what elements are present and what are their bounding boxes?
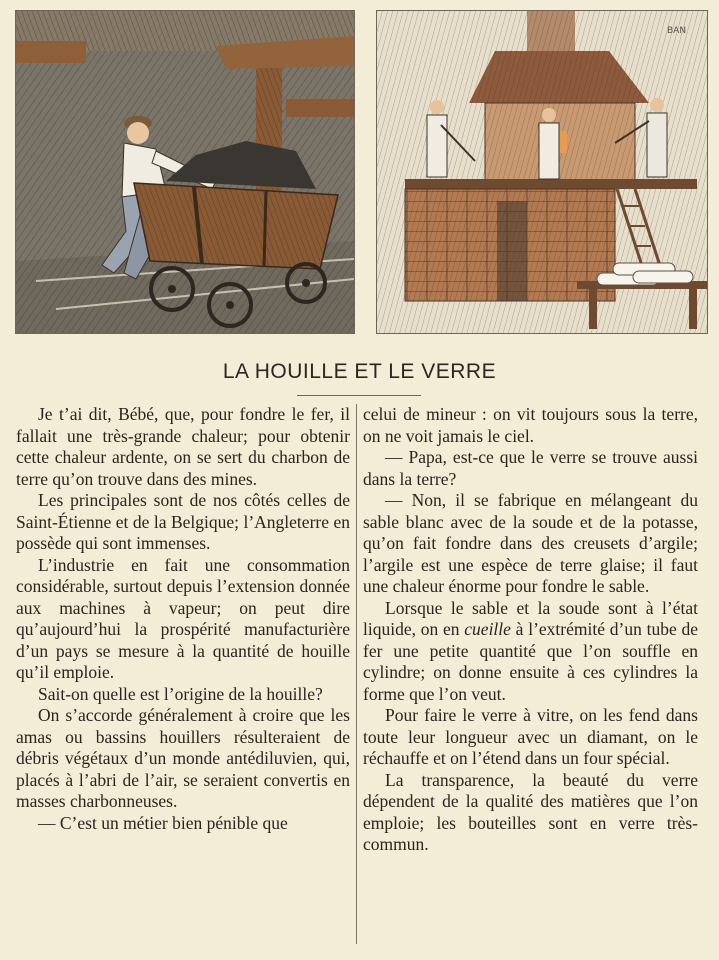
paragraph: On s’accorde généralement à croire que les amas ou bassins houillers résulteraient de débris végétaux d’un monde antédiluvien, qui, placés à l’abri de l’air, se seraient convertis en masses charbonneuses. — [16, 705, 350, 811]
paragraph: — Non, il se fabrique en mélangeant du sable blanc avec de la soude et de la potasse, qu’on fait fondre dans des creusets d’argile; l’argile est une espèce de terre glaise; il faut une chaleur énorme pour fondre le sable. — [363, 490, 698, 596]
paragraph: Je t’ai dit, Bébé, que, pour fondre le fer, il fallait une très-grande chaleur; pour obtenir cette chaleur ardente, on se sert du charbon de terre qu’on trouve dans des mines. — [16, 404, 350, 489]
article-title: LA HOUILLE ET LE VERRE — [222, 360, 497, 383]
paragraph: La transparence, la beauté du verre dépendent de la qualité des matières que l’on emploie; les bouteilles sont en verre très-commun. — [363, 769, 698, 854]
mine-cart-illustration — [15, 10, 355, 334]
glass-furnace-illustration — [376, 10, 708, 334]
text-run: à l’extrémité d’un tube de fer une petite quantité que l’on souffle en cylindre; on donne ensuite à ces cylindres la forme que l’on veut. — [363, 619, 698, 704]
paragraph: Les principales sont de nos côtés celles de Saint-Étienne et de la Belgique; l’Angleterre en possède qui sont immenses. — [16, 490, 350, 553]
paragraph: — C’est un métier bien pénible que — [38, 812, 288, 833]
title-underline — [297, 395, 421, 396]
mine-cart-engraving — [16, 11, 354, 333]
furnace-sign: BAN — [667, 26, 687, 36]
column-divider — [356, 404, 357, 944]
italic-word: cueille — [464, 619, 511, 639]
paragraph: Pour faire le verre à vitre, on les fend dans toute leur longueur avec un diamant, on le réchauffe et on l’étend dans un four spécial. — [363, 705, 698, 768]
text-run: Lorsque le sable et la soude sont à l’état liquide, on en — [363, 597, 698, 639]
right-column — [363, 404, 698, 856]
paragraph — [363, 598, 698, 706]
paragraph-continued: celui de mineur : on vit toujours sous la terre, on ne voit jamais le ciel. — [363, 404, 698, 446]
glass-furnace-engraving — [377, 11, 707, 333]
paragraph: Sait-on quelle est l’origine de la houille? — [38, 683, 323, 704]
paragraph: — Papa, est-ce que le verre se trouve aussi dans la terre? — [363, 447, 698, 489]
left-column — [16, 404, 350, 834]
paragraph: L’industrie en fait une consommation considérable, surtout depuis l’extension donnée aux machines à vapeur; on peut dire qu’aujourd’hui la prospérité manufacturière d’un pays se mesure à la quantité de houille qu’il emploie. — [16, 554, 350, 682]
